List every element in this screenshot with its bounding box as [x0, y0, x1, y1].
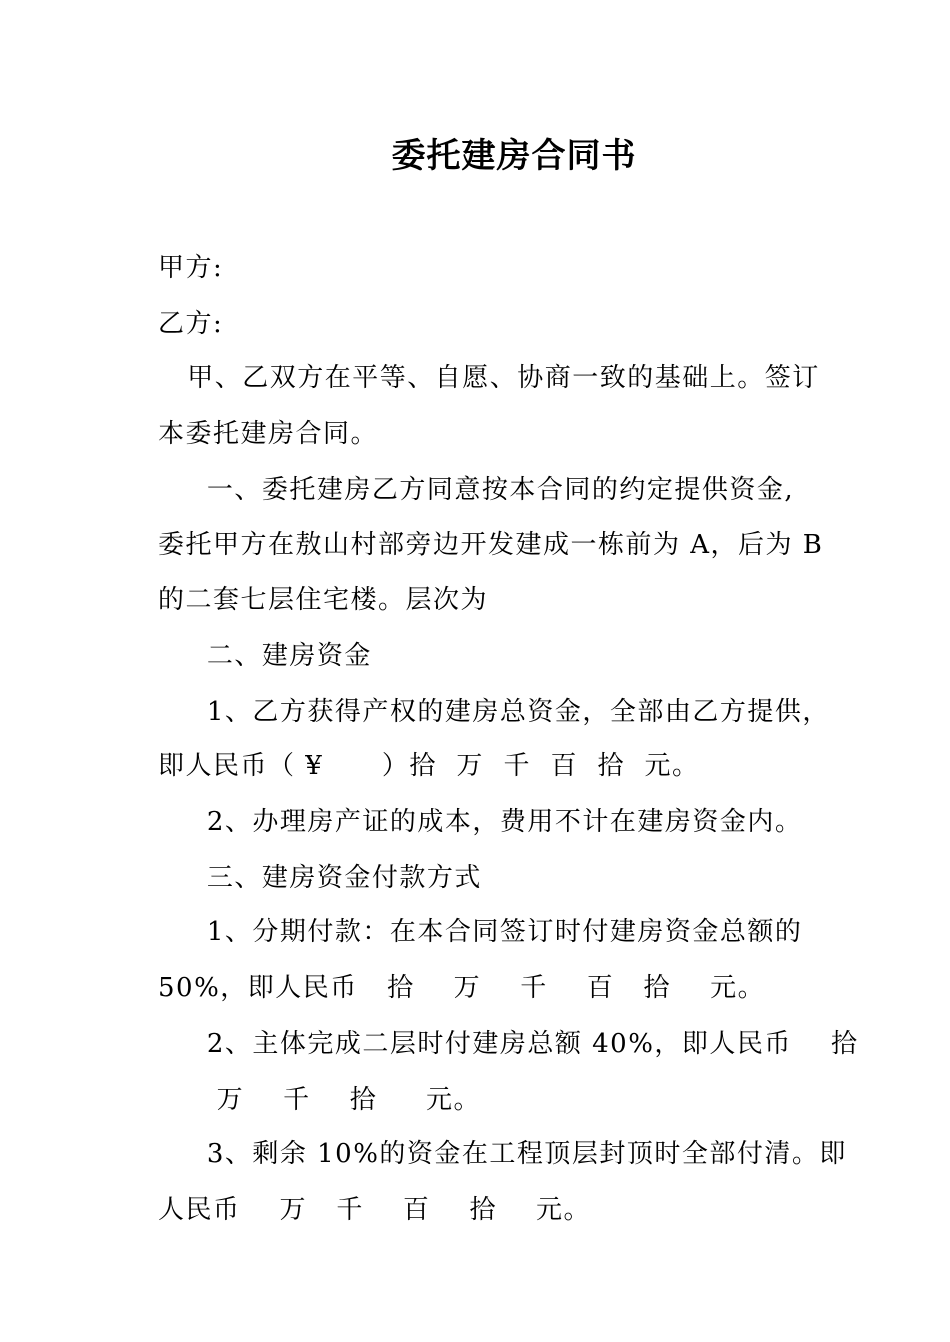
preamble-line-2: 本委托建房合同。	[158, 419, 379, 449]
clause-1-line-1: 一、委托建房乙方同意按本合同的约定提供资金,	[158, 475, 795, 505]
clause-3-item-1-line-2: 50%，即人民币 拾 万 千 百 拾 元。	[158, 973, 766, 1003]
clause-3-item-1-line-1: 1、分期付款：在本合同签订时付建房资金总额的	[158, 917, 803, 947]
clause-2-item-2: 2、办理房产证的成本，费用不计在建房资金内。	[158, 807, 803, 837]
clause-1-line-2: 委托甲方在敖山村部旁边开发建成一栋前为 A，后为 B	[158, 530, 824, 560]
clause-3-heading: 三、建房资金付款方式	[158, 863, 482, 893]
party-a-line: 甲方:	[158, 253, 224, 283]
clause-1-line-3: 的二套七层住宅楼。层次为	[158, 585, 489, 615]
clause-2-heading: 二、建房资金	[158, 641, 372, 671]
clause-3-item-2-line-1: 2、主体完成二层时付建房总额 40%，即人民币 拾	[158, 1029, 859, 1059]
document-title: 委托建房合同书	[391, 136, 637, 176]
clause-3-item-3-line-1: 3、剩余 10%的资金在工程顶层封顶时全部付清。即	[158, 1139, 847, 1169]
clause-3-item-3-line-2: 人民币 万 千 百 拾 元。	[158, 1195, 592, 1225]
party-b-line: 乙方:	[158, 309, 224, 339]
preamble-line-1: 甲、乙双方在平等、自愿、协商一致的基础上。签订	[158, 363, 820, 393]
clause-2-item-1-line-2: 即人民币（ ¥ ）拾 万 千 百 拾 元。	[158, 751, 700, 781]
clause-2-item-1-line-1: 1、乙方获得产权的建房总资金，全部由乙方提供，	[158, 697, 830, 727]
clause-3-item-2-line-2: 万 千 拾 元。	[158, 1085, 482, 1115]
